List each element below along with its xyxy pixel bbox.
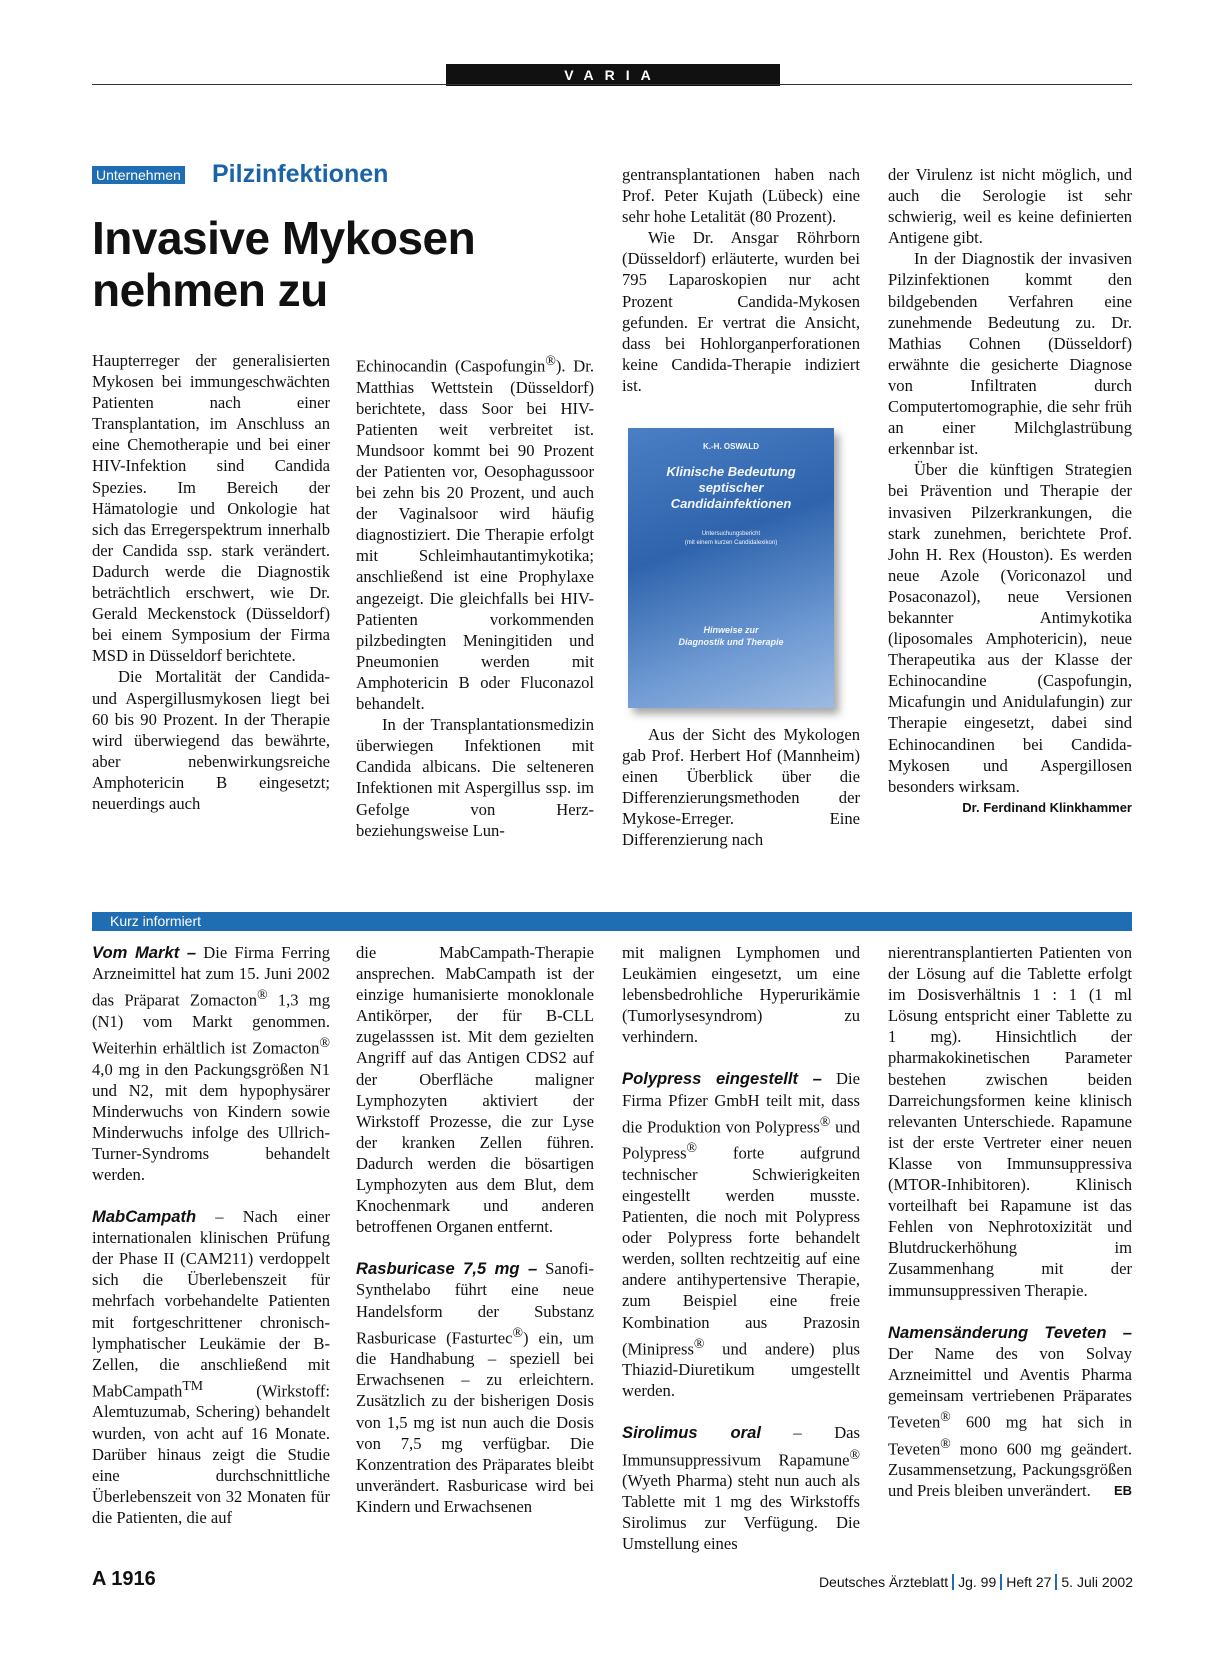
kurz-informiert-label: Kurz informiert: [110, 913, 202, 929]
article-column-4: [888, 164, 1132, 818]
book-subtitle-line: Untersuchungsbericht: [701, 531, 761, 537]
book-bottom-line: Diagnostik und Therapie: [678, 637, 784, 647]
article-column-3: [622, 164, 860, 396]
news-item-sirolimus-cont: nierentransplantierten Patienten von der Lösung auf die Tablette erfolgt im Dosisverhältnis 1 : 1 (1 ml Lösung entspricht einer Tablette zu 1 mg). Hinsichtlich der pharmakokinetischen Parameter bestehen zwischen beiden Darreichungsformen keine klinisch relevanten Unterschiede. Rapamune ist der erste Vertreter einer neuen Klasse von Immunsuppressiva (MTOR-Inhibitoren). Klinisch vorteilhaft bei Rapamune ist das Fehlen von Nephrotoxizität und Blutdruckerhöhung im Zusammenhang mit der immunsuppressiven Therapie.: [888, 943, 1132, 1300]
divider: [1055, 1574, 1057, 1590]
journal-info: [819, 1574, 1133, 1590]
book-title-line: Candidainfektionen: [670, 496, 792, 511]
article-column-3-bottom: [622, 724, 860, 851]
news-item-sirolimus: Sirolimus oral – Das Immunsuppressivum Rapamune® (Wyeth Pharma) steht nun auch als Tablette mit 1 mg des Wirkstoffs Sirolimus zur Verfügung. Die Umstellung eines: [622, 1423, 860, 1554]
kurz-informiert-bar: [92, 912, 1132, 931]
news-item-polypress: Polypress eingestellt – Die Firma Pfizer GmbH teilt mit, dass die Produktion von Polypress® und Polypress® forte aufgrund technischer Schwierigkeiten eingestellt werden musste. Patienten, die noch mit Polypress oder Polypress forte behandelt werden, sollten rechtzeitig auf eine andere antihypertensive Therapie, zum Beispiel eine freie Kombination aus Prazosin (Minipress® und andere) plus Thiazid-Diuretikum umgestellt werden.: [622, 1069, 860, 1401]
kurz-column-3: [622, 942, 860, 1555]
news-item-mabcampath-cont: die MabCampath-Therapie ansprechen. MabCampath ist der einzige humanisierte monoklonale Antikörper, der für B-CLL zugelasssen ist. Mit dem gezielten Angriff auf das Antigen CDS2 auf der Oberfläche maligner Lymphozyten aktiviert der Wirkstoff Prozesse, die zur Lyse der kranken Zellen führen. Dadurch werden die bösartigen Lymphozyten aus dem Blut, dem Knochenmark und anderen betroffenen Organen entfernt.: [356, 943, 594, 1237]
article-paragraph: gentransplantationen haben nach Prof. Peter Kujath (Lübeck) eine sehr hohe Letalität (80 Prozent).: [622, 165, 860, 227]
kurz-column-1: [92, 942, 330, 1528]
book-title: [628, 464, 834, 512]
divider: [1000, 1574, 1002, 1590]
news-item-rasburicase-cont: mit malignen Lymphomen und Leukämien eingesetzt, um eine lebensbedrohliche Hyperurikämie (Tumorlysesyndrom) zu verhindern.: [622, 943, 860, 1047]
news-item-mabcampath: MabCampath – Nach einer internationalen klinischen Prüfung der Phase II (CAM211) verdoppelt sich die Überlebenszeit für mehrfach vorbehandelte Patienten mit fortgeschrittener chronisch-lymphatischer Leukämie der B-Zellen, die anschließend mit MabCampath™ (Wirkstoff: Alemtuzumab, Schering) behandelt wurden, von acht auf 16 Monate. Darüber hinaus zeigt die Studie eine durchschnittliche Überlebenszeit von 32 Monaten für die Patienten, die auf: [92, 1207, 330, 1527]
book-cover-image: [628, 428, 834, 708]
article-paragraph: In der Diagnostik der invasiven Pilzinfektionen kommt den bildgebenden Verfahren eine zunehmende Bedeutung zu. Dr. Mathias Cohnen (Düsseldorf) erwähnte die gesicherte Diagnose von Infiltraten durch Computertomographie, die sehr früh an einer Milchglastrübung erkennbar ist.: [888, 249, 1132, 459]
journal-issue: Heft 27: [1006, 1574, 1052, 1590]
section-header: VARIA: [446, 64, 780, 86]
rubric-badge: Unternehmen: [92, 166, 185, 184]
article-headline: [92, 212, 532, 316]
article-paragraph: Die Mortalität der Candida- und Aspergillusmykosen liegt bei 60 bis 90 Prozent. In der Therapie wird überwiegend das bewährte, aber nebenwirkungsreiche Amphotericin B eingesetzt; neuerdings auch: [92, 667, 330, 813]
header-rule: [92, 84, 1132, 85]
journal-name: Deutsches Ärzteblatt: [818, 1574, 949, 1590]
article-kicker: Pilzinfektionen: [212, 160, 389, 188]
book-subtitle: [628, 530, 834, 548]
headline-line-2: nehmen zu: [92, 264, 328, 316]
article-paragraph: In der Transplantationsmedizin überwiegen Infektionen mit Candida albicans. Die selteneren Infektionen mit Aspergillus ssp. im Gefolge von Herz- beziehungsweise Lun-: [356, 715, 594, 840]
article-paragraph: Wie Dr. Ansgar Röhrborn (Düsseldorf) erläuterte, wurden bei 795 Laparoskopien nur acht Prozent Candida-Mykosen gefunden. Er vertrat die Ansicht, dass bei Hohlorganperforationen keine Candida-Therapie indiziert ist.: [622, 228, 860, 395]
article-column-1: [92, 350, 330, 814]
book-title-line: Klinische Bedeutung: [666, 464, 796, 479]
journal-date: 5. Juli 2002: [1061, 1574, 1133, 1590]
article-paragraph: Haupterreger der generalisierten Mykosen bei immungeschwächten Patienten nach einer Transplantation, im Anschluss an eine Chemotherapie und bei einer HIV-Infektion sind Candida Spezies. Im Bereich der Hämatologie und Onkologie hat sich das Erregerspektrum innerhalb der Candida ssp. stark verändert. Dadurch werde die Diagnostik beträchtlich erschwert, wie Dr. Gerald Meckenstock (Düsseldorf) bei einem Symposium der Firma MSD in Düsseldorf berichtete.: [92, 351, 330, 666]
book-subtitle-line: (mit einem kurzen Candidalexikon): [684, 540, 778, 546]
journal-volume: Jg. 99: [958, 1574, 997, 1590]
kurz-column-4: [888, 942, 1132, 1501]
divider: [952, 1574, 954, 1590]
news-item-teveten: Namensänderung Teveten – Der Name des von Solvay Arzneimittel und Aventis Pharma gemeinsam vertriebenen Präparates Teveten® 600 mg hat sich in Teveten® mono 600 mg geändert. Zusammensetzung, Packungsgrößen und Preis bleiben unverändert. EB: [888, 1322, 1132, 1501]
book-bottom-line: Hinweise zur: [703, 625, 759, 635]
article-paragraph: Echinocandin (Caspofungin®). Dr. Matthias Wettstein (Düsseldorf) berichtete, dass Soor bei HIV-Patienten weit verbreitet ist. Mundsoor kommt bei 90 Prozent der Patienten vor, Oesophagussoor bei zehn bis 20 Prozent, und auch der Vaginalsoor wird häufig diagnostiziert. Die Therapie erfolgt mit Schleimhautantimykotika; anschließend ist eine Prophylaxe angezeigt. Die gleichfalls bei HIV-Patienten vorkommenden pilzbedingten Meningitiden und Pneumonien werden mit Amphotericin B oder Fluconazol behandelt.: [356, 353, 594, 714]
book-author: K.-H. OSWALD: [703, 442, 759, 451]
news-author: EB: [1113, 1483, 1132, 1499]
page-number: A 1916: [92, 1568, 156, 1590]
news-item-rasburicase: Rasburicase 7,5 mg – Sanofi-Synthelabo führt eine neue Handelsform der Substanz Rasburicase (Fasturtec®) ein, um die Handhabung – speziell bei Erwachsenen – zu erleichtern. Zusätzlich zu der bisherigen Dosis von 1,5 mg ist nun auch die Dosis von 7,5 mg verfügbar. Die Konzentration des Präparates bleibt unverändert. Rasburicase wird bei Kindern und Erwachsenen: [356, 1259, 595, 1516]
article-author: Dr. Ferdinand Klinkhammer: [962, 799, 1132, 815]
article-column-2: [356, 350, 594, 841]
article-paragraph: Aus der Sicht des Mykologen gab Prof. Herbert Hof (Mannheim) einen Überblick über die Differenzierungsmethoden der Mykose-Erreger. Eine Differenzierung nach: [622, 725, 860, 850]
news-item-vom-markt: Vom Markt – Die Firma Ferring Arzneimittel hat zum 15. Juni 2002 das Präparat Zomacton® 1,3 mg (N1) vom Markt genommen. Weiterhin erhältlich ist Zomacton® 4,0 mg in den Packungsgrößen N1 und N2, mit dem hypophysärer Minderwuchs von Kindern sowie Minderwuchs infolge des Ullrich-Turner-Syndroms behandelt werden.: [92, 943, 330, 1184]
book-title-line: septischer: [698, 480, 764, 495]
article-paragraph: der Virulenz ist nicht möglich, und auch die Serologie ist sehr schwierig, weil es keine definierten Antigene gibt.: [888, 165, 1132, 248]
kurz-column-2: [356, 942, 594, 1517]
book-bottom-title: [628, 624, 834, 648]
article-paragraph: Über die künftigen Strategien bei Prävention und Therapie der invasiven Pilzerkrankungen, die stark zunehmen, berichtete Prof. John H. Rex (Houston). Es werden neue Azole (Voriconazol und Posaconazol), neue Versionen bekannter Antimykotika (liposomales Amphotericin), neue Therapeutika aus der Klasse der Echinocandine (Caspofungin, Micafungin und Anidulafungin) zur Therapie eingesetzt, dabei sind Echinocandinen bei Candida-Mykosen und Aspergillosen besonders wirksam. Dr. Ferdinand Klinkhammer: [888, 459, 1132, 797]
headline-line-1: Invasive Mykosen: [92, 212, 476, 264]
